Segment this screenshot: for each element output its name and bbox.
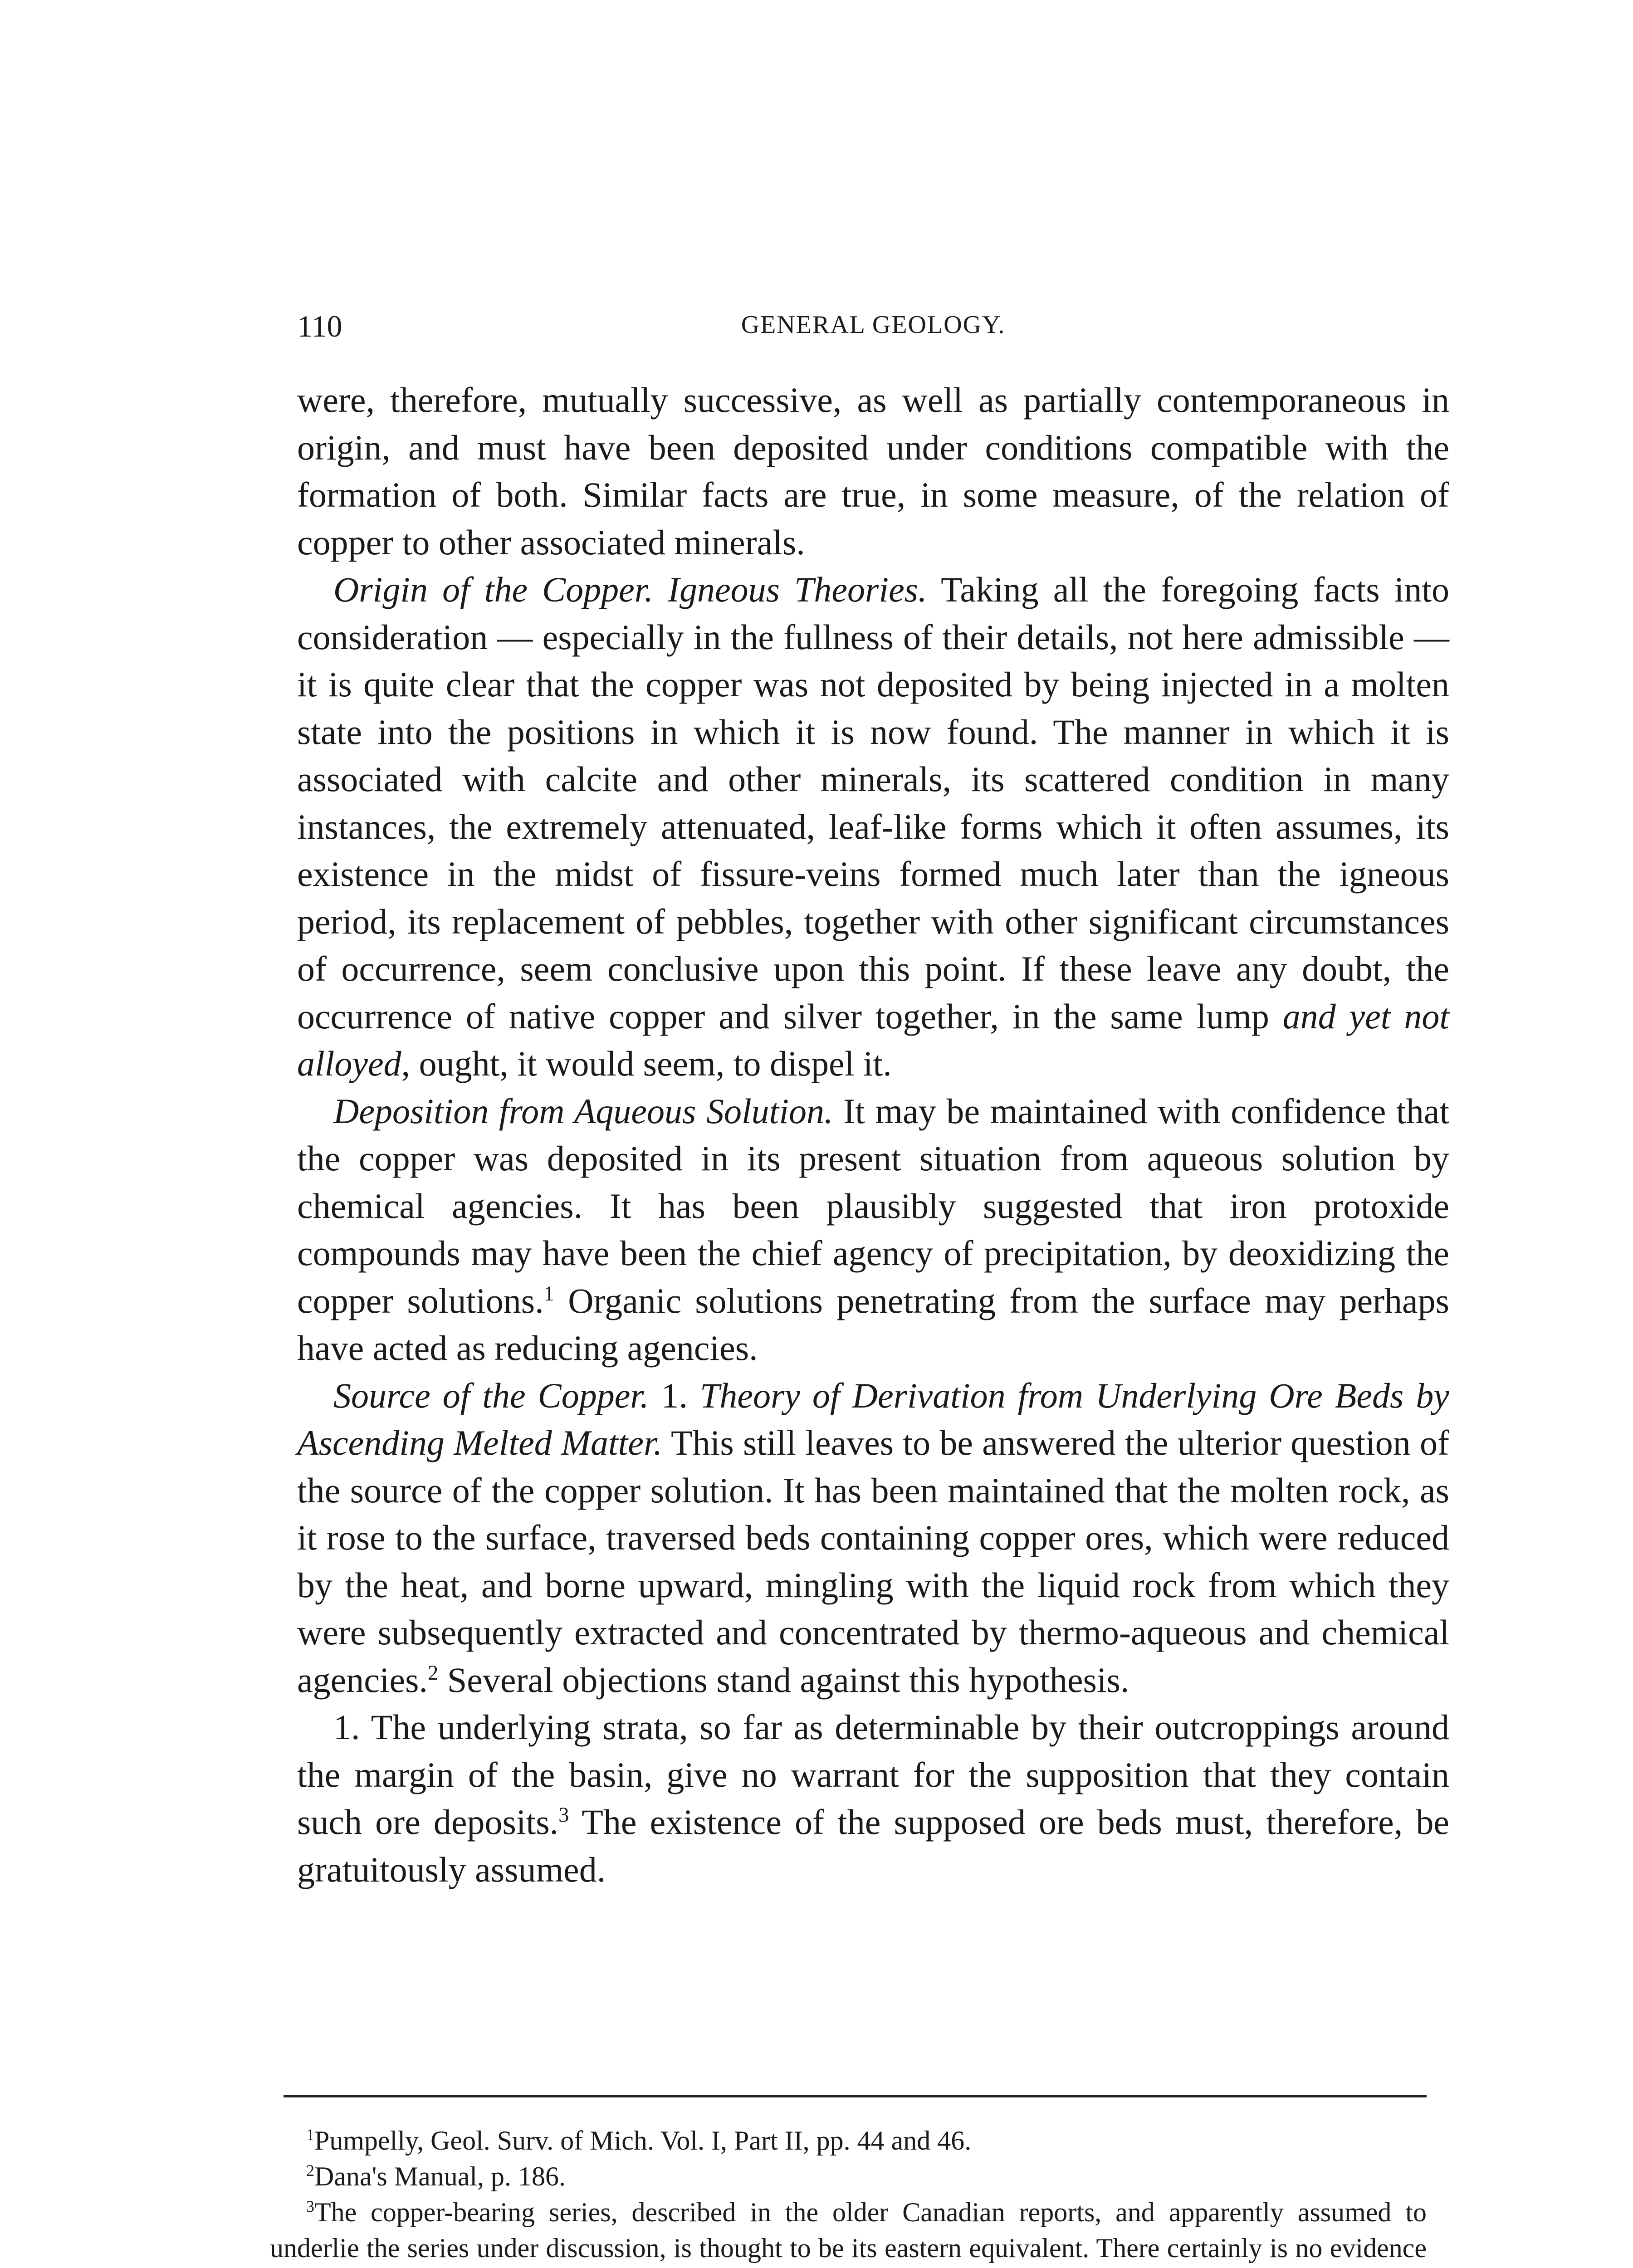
footnotes <box>270 2123 1427 2268</box>
footnote-text: The copper-bearing series, described in the older Canadian reports, and apparently assumed to underlie the series under discussion, is thought to be its eastern equivalent. There certainly is no evidence <box>270 2197 1427 2263</box>
paragraph-text: This still leaves to be answered the ulterior question of the source of the copper solution. It has been maintained that the molten rock, as it rose to the surface, traversed beds containing copper ores, which were reduced by the heat, and borne upward, mingling with the liquid rock from which they were subsequently extracted and concentrated by thermo-aqueous and chemical agencies. <box>297 1423 1449 1700</box>
paragraph-text: The existence of the supposed ore beds must, therefore, be gratuitously assumed. <box>297 1802 1449 1889</box>
paragraph-continuation <box>297 376 1449 566</box>
section-heading-deposition: Deposition from Aqueous Solution. <box>333 1091 833 1131</box>
theory-number: 1. <box>649 1375 700 1415</box>
paragraph-text: Organic solutions penetrating from the surface may perhaps have acted as reducing agencies. <box>297 1281 1450 1368</box>
footnote-2 <box>270 2159 1427 2195</box>
footnote-divider <box>284 2095 1427 2097</box>
theory-heading: Theory of Derivation from Underlying Ore Beds by Ascending Melted Matter. <box>297 1375 1449 1462</box>
body-text <box>297 376 1449 1893</box>
footnote-marker: 3 <box>306 2197 314 2215</box>
paragraph-text: , ought, it would seem, to dispel it. <box>401 1044 892 1083</box>
section-heading-source: Source of the Copper. <box>333 1375 649 1415</box>
footnote-text: Dana's Manual, p. 186. <box>314 2161 566 2191</box>
footnote-ref-2: 2 <box>428 1661 439 1685</box>
paragraph-deposition <box>297 1088 1449 1372</box>
running-head: GENERAL GEOLOGY. <box>741 311 1006 339</box>
paragraph-text: It may be maintained with confidence that the copper was deposited in its present situation from aqueous solution by chemical agencies. It has been plausibly suggested that iron protoxide compounds may have been the chief agency of precipitation, by deoxidizing the copper solutions. <box>297 1091 1450 1320</box>
section-heading-origin: Origin of the Copper. Igneous Theories. <box>333 570 927 609</box>
footnote-text: Pumpelly, Geol. Surv. of Mich. Vol. I, Part II, pp. 44 and 46. <box>314 2126 972 2156</box>
footnote-marker: 1 <box>306 2126 314 2144</box>
page-number: 110 <box>297 309 342 343</box>
paragraph-text: 1. The underlying strata, so far as determinable by their outcroppings around the margin of the basin, give no warrant for the supposition that they contain such ore deposits. <box>297 1707 1449 1842</box>
paragraph-text: Taking all the foregoing facts into consideration — especially in the fullness of their details, not here admissible — it is quite clear that the copper was not deposited by being injected in a molten state into the positions in which it is now found. The manner in which it is associated with calcite and other minerals, its scattered condition in many instances, the extremely attenuated, leaf-like forms which it often assumes, its existence in the midst of fissure-veins formed much later than the igneous period, its replacement of pebbles, together with other significant circumstances of occurrence, seem conclusive upon this point. If these leave any doubt, the occurrence of native copper and silver together, in the same lump <box>297 570 1450 1036</box>
paragraph-source-of-copper <box>297 1372 1449 1704</box>
paragraph-text: were, therefore, mutually successive, as well as partially contemporaneous in origin, and must have been deposited under conditions compatible with the formation of both. Similar facts are true, in some measure, of the relation of copper to other associated minerals. <box>297 380 1449 562</box>
footnote-marker: 2 <box>306 2161 314 2180</box>
page-header <box>297 308 1449 349</box>
footnote-3 <box>270 2195 1427 2268</box>
footnote-ref-3: 3 <box>558 1803 569 1827</box>
footnote-1 <box>270 2123 1427 2159</box>
paragraph-origin-of-copper <box>297 566 1449 1088</box>
paragraph-objection-1 <box>297 1704 1449 1893</box>
footnote-ref-1: 1 <box>543 1281 555 1305</box>
paragraph-text: Several objections stand against this hypothesis. <box>438 1660 1129 1700</box>
emphasis-text: and yet not alloyed <box>297 996 1449 1083</box>
